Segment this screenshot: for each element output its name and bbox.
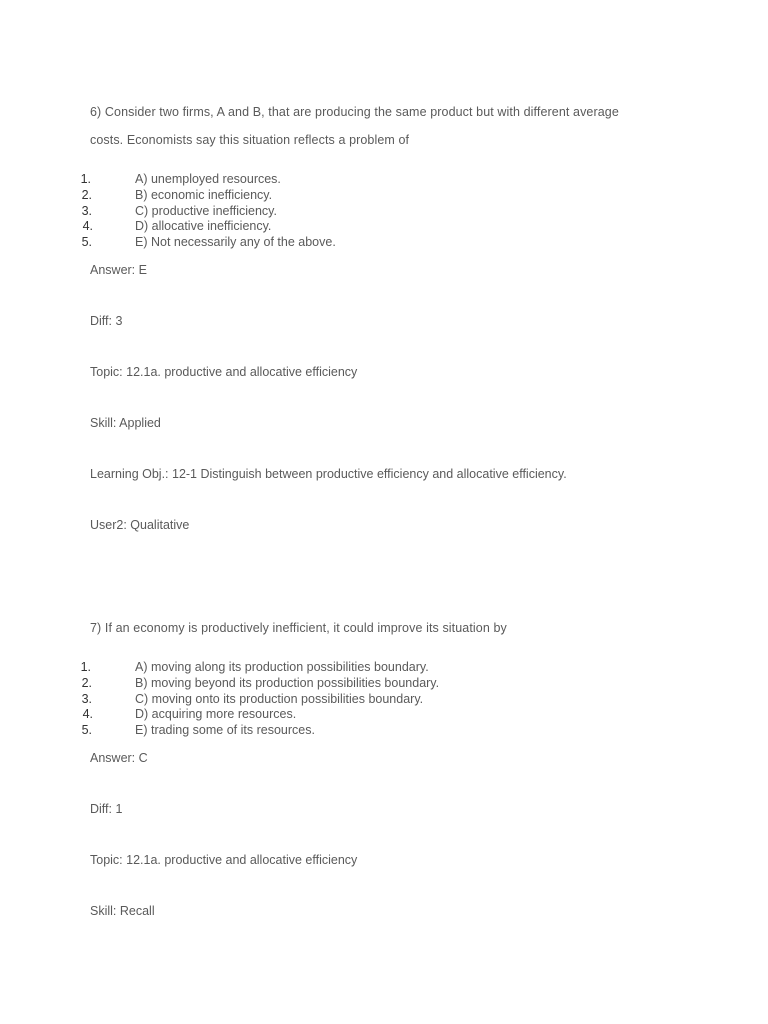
option-number: 5. — [81, 235, 92, 250]
question-7-option-e — [0, 723, 768, 739]
option-text: A) moving along its production possibilities boundary. — [135, 660, 429, 674]
question-6-learning-objective: Learning Obj.: 12-1 Distinguish between productive efficiency and allocative efficiency. — [90, 467, 567, 481]
question-6-skill: Skill: Applied — [90, 416, 161, 430]
question-6-topic: Topic: 12.1a. productive and allocative efficiency — [90, 365, 358, 379]
option-number: 4. — [82, 219, 93, 234]
question-7-stem: 7) If an economy is productively inefficient, it could improve its situation by — [90, 621, 507, 635]
question-7-topic: Topic: 12.1a. productive and allocative efficiency — [90, 853, 358, 867]
option-text: E) trading some of its resources. — [135, 723, 315, 738]
question-6-option-a — [0, 172, 768, 188]
option-number: 1. — [80, 172, 91, 186]
option-text: A) unemployed resources. — [135, 172, 281, 186]
question-7-option-b — [0, 676, 768, 692]
question-6-user2: User2: Qualitative — [90, 518, 190, 532]
option-text: B) moving beyond its production possibilities boundary. — [135, 675, 440, 690]
option-text: E) Not necessarily any of the above. — [135, 235, 336, 250]
question-6-option-e — [0, 235, 768, 251]
question-6-difficulty: Diff: 3 — [90, 314, 123, 328]
option-number: 3. — [81, 203, 92, 218]
question-7-skill: Skill: Recall — [90, 904, 155, 918]
question-6-option-d — [0, 219, 768, 235]
option-number: 1. — [80, 660, 91, 674]
option-number: 4. — [82, 707, 93, 722]
question-7-option-c — [0, 692, 768, 708]
question-7-option-d — [0, 707, 768, 723]
option-number: 2. — [81, 187, 92, 202]
option-text: C) moving onto its production possibilities boundary. — [135, 691, 424, 706]
question-7-difficulty: Diff: 1 — [90, 802, 123, 816]
question-6-stem-line-1: 6) Consider two firms, A and B, that are producing the same product but with different average — [90, 105, 619, 119]
question-6-answer: Answer: E — [90, 263, 147, 277]
option-text: B) economic inefficiency. — [135, 187, 273, 202]
option-text: D) acquiring more resources. — [135, 707, 297, 722]
option-number: 3. — [81, 691, 92, 706]
option-text: D) allocative inefficiency. — [135, 219, 272, 234]
question-6-stem-line-2: costs. Economists say this situation reflects a problem of — [90, 133, 410, 147]
question-6-option-c — [0, 204, 768, 220]
option-number: 5. — [81, 723, 92, 738]
question-7-options — [0, 660, 768, 739]
question-7-answer: Answer: C — [90, 751, 148, 765]
question-6-options — [0, 172, 768, 251]
question-7-option-a — [0, 660, 768, 676]
option-text: C) productive inefficiency. — [135, 203, 277, 218]
option-number: 2. — [81, 675, 92, 690]
question-6-option-b — [0, 188, 768, 204]
